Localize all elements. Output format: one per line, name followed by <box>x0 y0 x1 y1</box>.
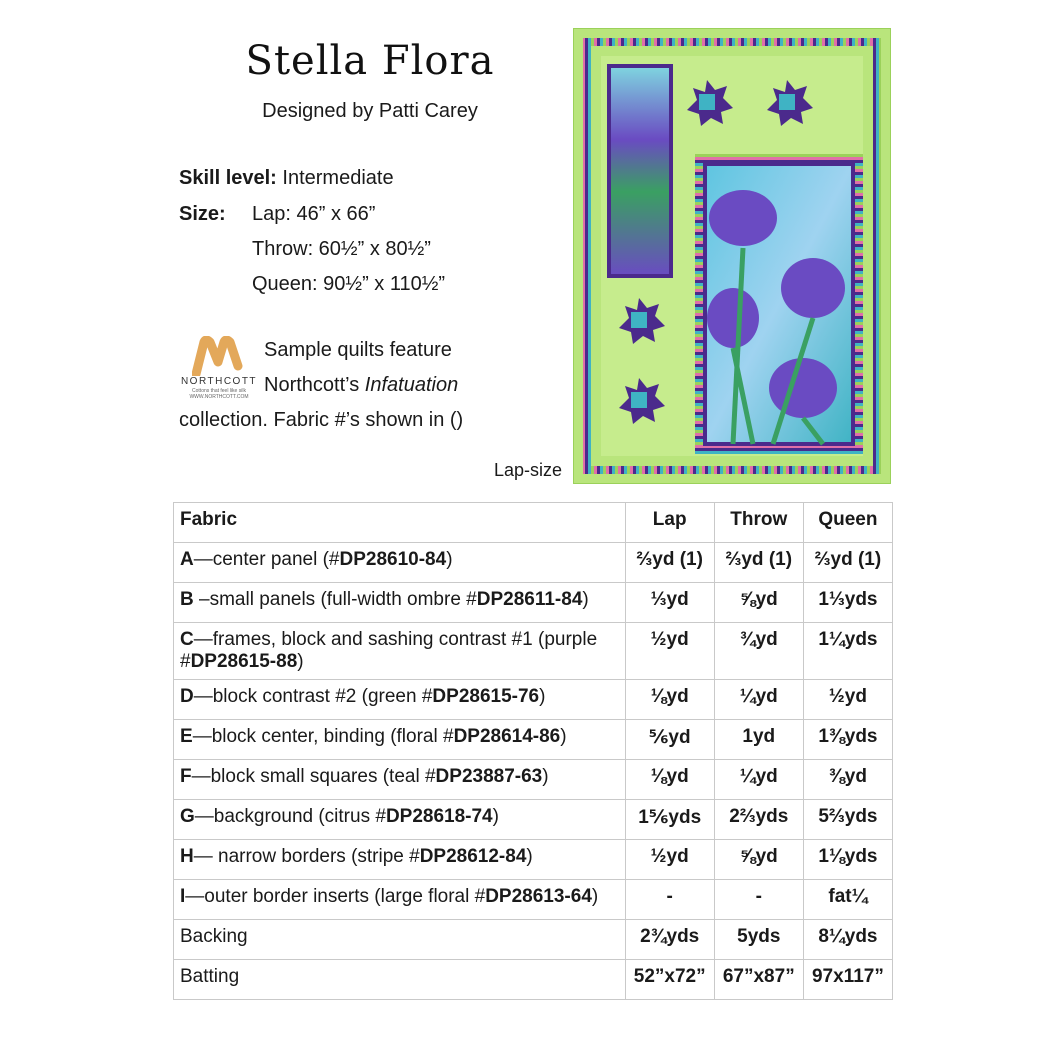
fabric-cell: I—outer border inserts (large floral #DP28613-64) <box>174 880 626 920</box>
pattern-title: Stella Flora <box>245 38 495 84</box>
fabric-cell: A—center panel (#DP28610-84) <box>174 543 626 583</box>
qty-lap: 1⅚yds <box>625 800 714 840</box>
table-row <box>174 680 893 720</box>
qty-throw: ¾yd <box>714 623 803 680</box>
table-header-row <box>174 503 893 543</box>
logo-tagline: Cottons that feel like silk WWW.NORTHCOTT.COM <box>189 388 249 400</box>
fabric-cell: B –small panels (full-width ombre #DP28611-84) <box>174 583 626 623</box>
size-lap: Lap: 46” x 66” <box>252 203 376 225</box>
table-row <box>174 583 893 623</box>
qty-lap: - <box>625 880 714 920</box>
qty-queen: 5⅔yds <box>803 800 892 840</box>
qty-throw: 1yd <box>714 720 803 760</box>
qty-throw: 67”x87” <box>714 960 803 1000</box>
table-row <box>174 623 893 680</box>
northcott-logo <box>178 336 260 402</box>
fabric-cell: D—block contrast #2 (green #DP28615-76) <box>174 680 626 720</box>
header-fabric: Fabric <box>174 503 626 543</box>
qty-queen: 1⅛yds <box>803 840 892 880</box>
skill-label: Skill level: <box>179 167 277 189</box>
qty-throw: ¼yd <box>714 680 803 720</box>
qty-throw: ¼yd <box>714 760 803 800</box>
qty-throw: 5yds <box>714 920 803 960</box>
quilt-image <box>573 28 891 484</box>
designer-credit: Designed by Patti Carey <box>262 100 478 122</box>
fabric-cell: G—background (citrus #DP28618-74) <box>174 800 626 840</box>
table-row <box>174 960 893 1000</box>
qty-lap: 2¾yds <box>625 920 714 960</box>
table-row <box>174 880 893 920</box>
northcott-mark-icon <box>192 336 244 376</box>
qty-queen: 8¼yds <box>803 920 892 960</box>
qty-queen: 1¼yds <box>803 623 892 680</box>
qty-lap: ⅔yd (1) <box>625 543 714 583</box>
fabric-cell: C—frames, block and sashing contrast #1 (purple #DP28615-88) <box>174 623 626 680</box>
size-label: Size: <box>179 203 226 225</box>
qty-queen: 1⅜yds <box>803 720 892 760</box>
skill-value: Intermediate <box>282 167 394 189</box>
fabric-cell: Backing <box>174 920 626 960</box>
fabric-cell: F—block small squares (teal #DP23887-63) <box>174 760 626 800</box>
table-row <box>174 760 893 800</box>
qty-throw: ⅔yd (1) <box>714 543 803 583</box>
fabric-cell: E—block center, binding (floral #DP28614-86) <box>174 720 626 760</box>
qty-queen: ⅔yd (1) <box>803 543 892 583</box>
sample-line-2: Northcott’s Infatuation <box>264 374 459 396</box>
qty-lap: ⅛yd <box>625 680 714 720</box>
qty-queen: ⅜yd <box>803 760 892 800</box>
collection-name: Infatuation <box>364 374 459 396</box>
skill-level <box>179 167 394 190</box>
qty-queen: 97x117” <box>803 960 892 1000</box>
qty-lap: ½yd <box>625 840 714 880</box>
header-queen: Queen <box>803 503 892 543</box>
table-row <box>174 840 893 880</box>
qty-queen: 1⅓yds <box>803 583 892 623</box>
qty-throw: - <box>714 880 803 920</box>
image-caption: Lap-size <box>494 460 563 480</box>
fabric-requirements-table <box>173 502 893 1000</box>
header-lap: Lap <box>625 503 714 543</box>
sample-line-3: collection. Fabric #’s shown in () <box>179 409 464 431</box>
qty-lap: ½yd <box>625 623 714 680</box>
table-row <box>174 543 893 583</box>
header-throw: Throw <box>714 503 803 543</box>
qty-lap: ⅚yd <box>625 720 714 760</box>
logo-name: NORTHCOTT <box>180 376 258 387</box>
size-queen: Queen: 90½” x 110½” <box>252 273 446 295</box>
table-row <box>174 920 893 960</box>
qty-throw: 2⅔yds <box>714 800 803 840</box>
sample-line-1: Sample quilts feature <box>264 339 452 361</box>
fabric-cell: Batting <box>174 960 626 1000</box>
qty-lap: ⅛yd <box>625 760 714 800</box>
qty-throw: ⅝yd <box>714 840 803 880</box>
size-throw: Throw: 60½” x 80½” <box>252 238 431 260</box>
table-row <box>174 800 893 840</box>
table-row <box>174 720 893 760</box>
qty-queen: fat¼ <box>803 880 892 920</box>
qty-lap: 52”x72” <box>625 960 714 1000</box>
qty-lap: ⅓yd <box>625 583 714 623</box>
qty-queen: ½yd <box>803 680 892 720</box>
qty-throw: ⅝yd <box>714 583 803 623</box>
fabric-cell: H— narrow borders (stripe #DP28612-84) <box>174 840 626 880</box>
